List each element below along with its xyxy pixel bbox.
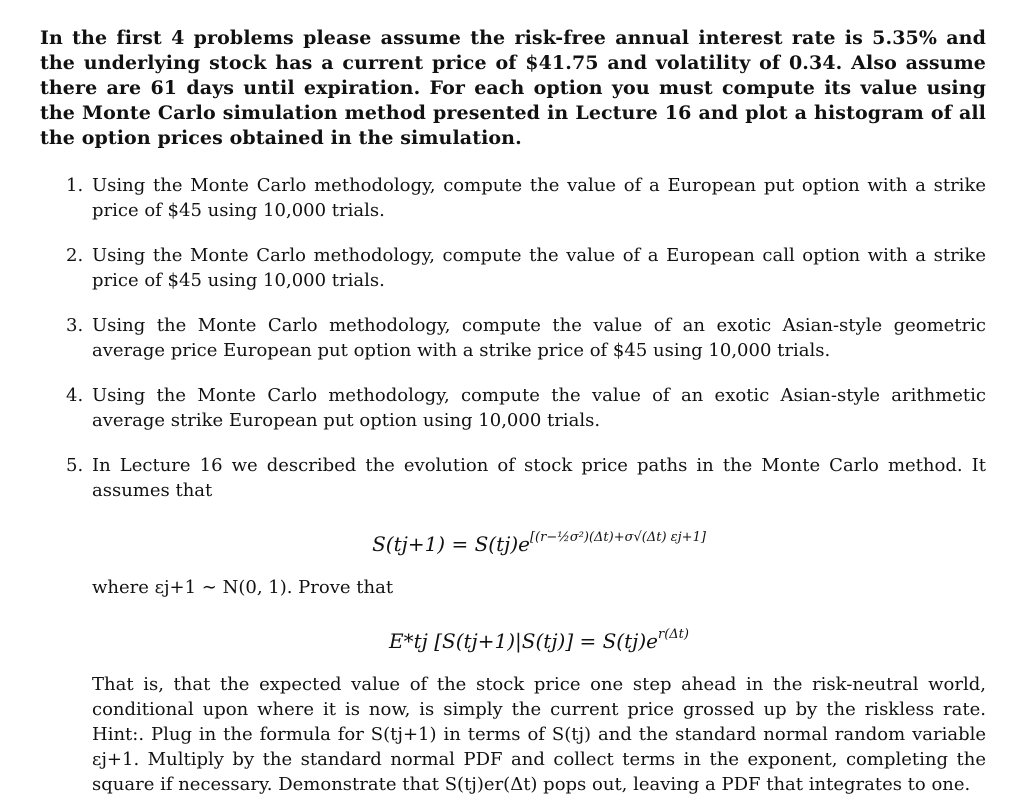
problem-text: Using the Monte Carlo methodology, compute the value of an exotic Asian-style geometric average price European put option with a strike price of $45 using 10,000 trials. [92,315,986,361]
problem-5-lead: In Lecture 16 we described the evolution of stock price paths in the Monte Carlo method. It assumes that [92,455,986,501]
equation-1-body: S(tj+1) = S(tj)e [372,532,530,556]
equation-1-exponent: [(r−½σ²)(Δt)+σ√(Δt) εj+1] [529,530,706,545]
intro-paragraph: In the first 4 problems please assume the risk-free annual interest rate is 5.35% and the underlying stock has a current price of $41.75 and volatility of 0.34. Also assume there are 61 days until expiration. For each option you must compute its value using the Monte Carlo simulation method presented in Lecture 16 and plot a histogram of all the option prices obtained in the simulation. [40,27,986,149]
problem-text: Using the Monte Carlo methodology, compute the value of an exotic Asian-style arithmetic average strike European put option using 10,000 trials. [92,385,986,431]
problem-item-5 [40,453,986,797]
problem-item [40,383,986,433]
problem-item [40,313,986,363]
problem-number: 1. [66,175,84,196]
equation-2-exponent: r(Δt) [657,627,689,642]
problem-number: 5. [66,455,84,476]
where-text: where εj+1 ∼ N(0, 1). Prove that [92,577,394,598]
problem-item [40,243,986,293]
problem-number: 4. [66,385,84,406]
equation-expectation [92,622,986,654]
problem-number: 2. [66,245,84,266]
problem-text: Using the Monte Carlo methodology, compute the value of a European call option with a strike price of $45 using 10,000 trials. [92,245,986,291]
problem-item [40,173,986,223]
problem-text: Using the Monte Carlo methodology, compute the value of a European put option with a strike price of $45 using 10,000 trials. [92,175,986,221]
problem-number: 3. [66,315,84,336]
equation-price-evolution [92,525,986,557]
closing-paragraph: That is, that the expected value of the stock price one step ahead in the risk-neutral world, conditional upon where it is now, is simply the current price grossed up by the riskless rate. Hint:. Plug in the formula for S(tj+1) in terms of S(tj) and the standard normal random variable εj+1. Multiply by the standard normal PDF and collect terms in the exponent, completing the square if necessary. Demonstrate that S(tj)er(Δt) pops out, leaving a PDF that integrates to one. [92,674,986,795]
equation-2-body: E*tj [S(tj+1)|S(tj)] = S(tj)e [389,629,658,653]
problem-list [40,173,986,797]
